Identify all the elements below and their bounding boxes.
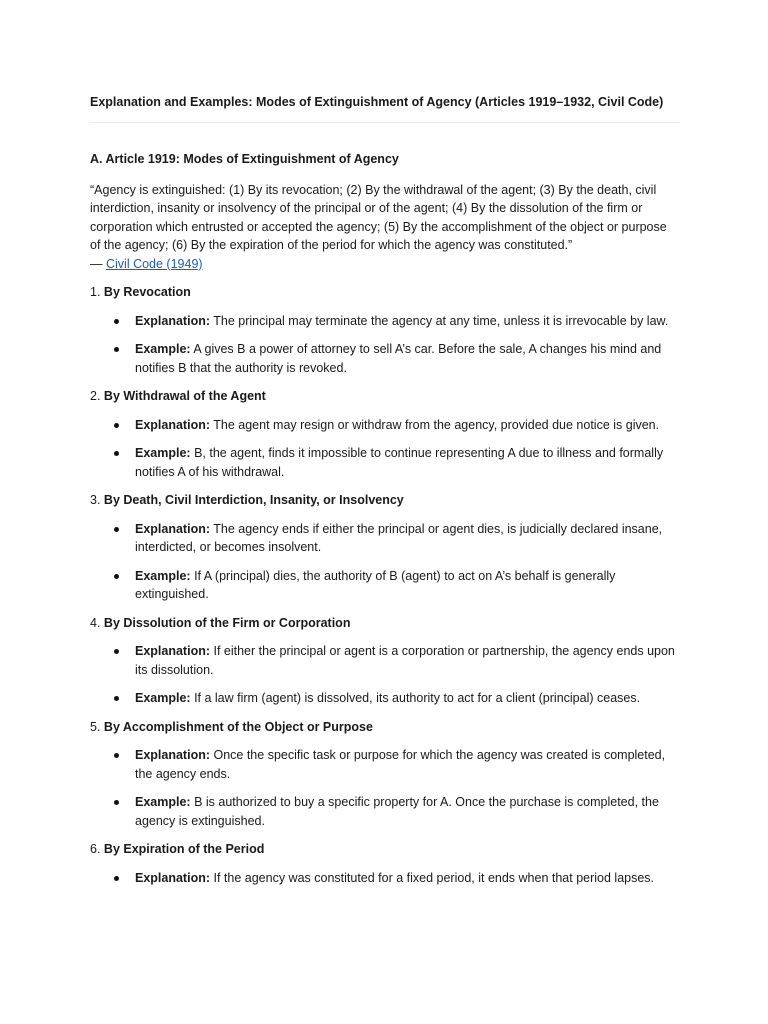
bullet-text: B, the agent, finds it impossible to continue representing A due to illness and formally notifies A of his withdrawal. <box>135 446 664 479</box>
mode-number: 5. <box>90 719 101 734</box>
title-divider <box>90 122 680 123</box>
bullet-text: The principal may terminate the agency at any time, unless it is irrevocable by law. <box>210 313 669 328</box>
bullet-item <box>90 642 680 679</box>
mode-number: 3. <box>90 493 101 507</box>
mode-bullet-list <box>90 416 680 482</box>
bullet-item <box>90 312 680 331</box>
mode-heading <box>90 491 680 510</box>
bullet-text: A gives B a power of attorney to sell A’s car. Before the sale, A changes his mind and notifies B that the authority is revoked. <box>135 342 662 375</box>
bullet-item <box>90 793 680 830</box>
mode-heading <box>90 840 680 859</box>
modes-list <box>90 283 680 887</box>
bullet-item <box>90 520 680 557</box>
bullet-item <box>90 689 680 708</box>
bullet-label: Explanation: <box>135 417 211 432</box>
mode-bullet-list <box>90 746 680 830</box>
mode-heading <box>90 614 680 633</box>
mode-heading <box>90 283 680 302</box>
bullet-item <box>90 416 680 435</box>
bullet-label: Explanation: <box>135 313 211 328</box>
document-title: Explanation and Examples: Modes of Extinguishment of Agency (Articles 1919–1932, Civil Code) <box>90 95 664 109</box>
mode-heading <box>90 718 680 737</box>
bullet-label: Explanation: <box>135 870 211 885</box>
mode-title: By Withdrawal of the Agent <box>103 389 266 403</box>
article-quote: “Agency is extinguished: (1) By its revocation; (2) By the withdrawal of the agent; (3) By the death, civil interdiction, insanity or insolvency of the principal or of the agent; (4) By the dissolution of the firm or corporation which entrusted or accepted the agency; (5) By the accomplishment of the object or purpose of the agency; (6) By the expiration of the period for which the agency was constituted.” <box>90 182 667 252</box>
bullet-text: Once the specific task or purpose for which the agency was created is completed, the agency ends. <box>135 748 666 781</box>
bullet-label: Explanation: <box>135 521 211 536</box>
bullet-item <box>90 340 680 377</box>
bullet-label: Example: <box>135 691 191 705</box>
mode-number: 2. <box>90 389 101 403</box>
bullet-item <box>90 746 680 783</box>
bullet-text: B is authorized to buy a specific property for A. Once the purchase is completed, the agency is extinguished. <box>135 795 659 828</box>
mode-number: 4. <box>90 615 101 630</box>
document-body <box>90 150 680 887</box>
bullet-label: Example: <box>135 446 191 460</box>
citation-link[interactable]: Civil Code (1949) <box>105 256 203 271</box>
mode-bullet-list <box>90 869 680 888</box>
citation <box>90 255 680 274</box>
mode-title: By Dissolution of the Firm or Corporation <box>103 615 351 630</box>
bullet-item <box>90 444 680 481</box>
bullet-text: If either the principal or agent is a corporation or partnership, the agency ends upon its dissolution. <box>135 644 675 677</box>
bullet-text: The agency ends if either the principal or agent dies, is judicially declared insane, interdicted, or becomes insolvent. <box>135 521 663 554</box>
section-heading: A. Article 1919: Modes of Extinguishment of Agency <box>90 152 399 166</box>
mode-title: By Revocation <box>103 285 191 299</box>
mode-title: By Accomplishment of the Object or Purpose <box>103 719 373 734</box>
bullet-label: Explanation: <box>135 748 211 762</box>
citation-dash: — <box>90 256 106 271</box>
bullet-label: Example: <box>135 342 191 356</box>
mode-bullet-list <box>90 312 680 378</box>
bullet-text: If the agency was constituted for a fixed period, it ends when that period lapses. <box>210 870 655 885</box>
bullet-label: Example: <box>135 795 191 809</box>
mode-bullet-list <box>90 520 680 604</box>
mode-title: By Expiration of the Period <box>103 842 265 856</box>
bullet-text: The agent may resign or withdraw from the agency, provided due notice is given. <box>210 417 660 432</box>
mode-bullet-list <box>90 642 680 708</box>
mode-number: 6. <box>90 842 101 856</box>
bullet-label: Explanation: <box>135 644 211 658</box>
bullet-item <box>90 869 680 888</box>
mode-number: 1. <box>90 285 101 299</box>
mode-heading <box>90 387 680 406</box>
bullet-label: Example: <box>135 568 191 583</box>
bullet-text: If a law firm (agent) is dissolved, its authority to act for a client (principal) ceases. <box>190 691 641 705</box>
mode-title: By Death, Civil Interdiction, Insanity, or Insolvency <box>103 493 404 507</box>
bullet-item <box>90 567 680 604</box>
bullet-text: If A (principal) dies, the authority of B (agent) to act on A’s behalf is generally extinguished. <box>135 568 616 601</box>
